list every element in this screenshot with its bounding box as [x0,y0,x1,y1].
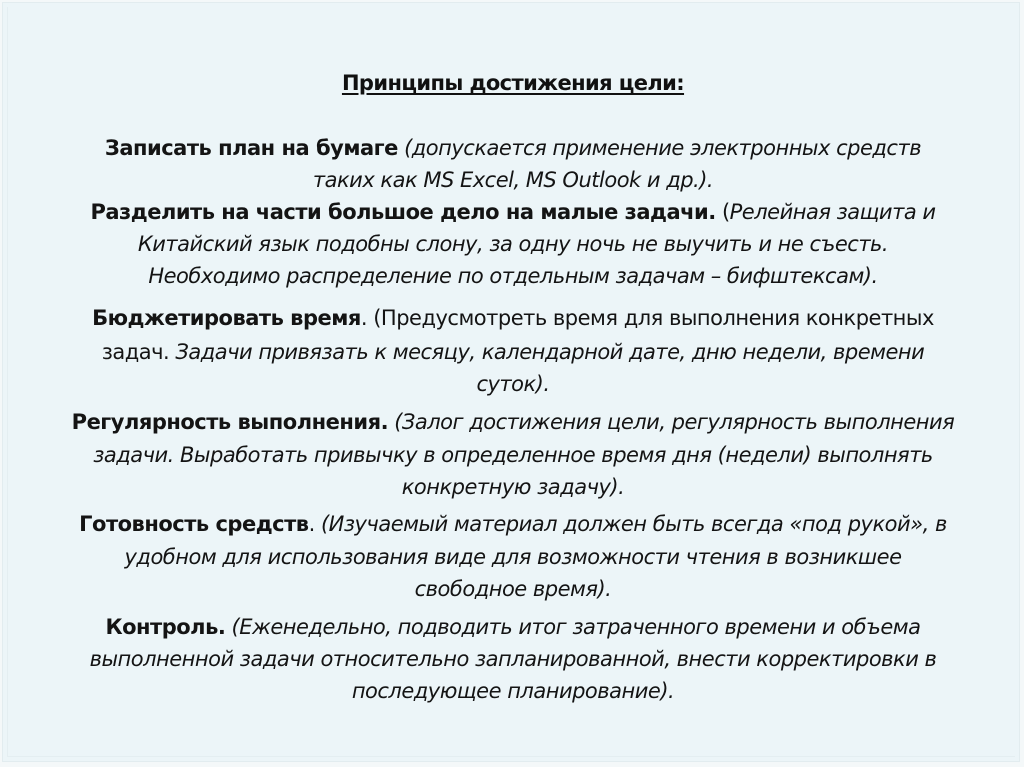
principle-6-text: выполненной задачи относительно запланированной, внести корректировки в [89,647,937,671]
principle-2-line-1 [3,197,1023,227]
principle-4-line-3 [3,472,1023,502]
principle-3-heading: Бюджетировать время [92,306,361,330]
principle-2-heading: Разделить на части большое дело на малые задачи. [90,200,716,224]
principle-6-text: (Еженедельно, подводить итог затраченного времени и объема [225,615,921,639]
principle-3-line-3 [3,369,1023,399]
slide-title: Принципы достижения цели: [341,71,685,95]
principle-4-heading: Регулярность выполнения. [71,410,389,434]
principle-2-text: Китайский язык подобны слону, за одну ночь не выучить и не съесть. [137,232,889,256]
principle-3-line-2 [3,337,1023,367]
principle-4-line-2 [3,440,1023,470]
principle-6-line-1 [3,612,1023,642]
principle-5-line-1 [3,509,1023,539]
principle-2-paren: ( [715,200,730,224]
principle-4-text: задачи. Выработать привычку в определенное время дня (недели) выполнять [93,443,933,467]
principle-5-text: (Изучаемый материал должен быть всегда «под рукой», в [320,512,947,536]
principle-6-text: последующее планирование). [351,679,675,703]
slide [2,2,1020,762]
principle-6-line-2 [3,644,1023,674]
principle-1-line-2 [3,165,1023,195]
principle-3-text-italic: суток). [476,372,550,396]
principle-5-heading: Готовность средств [79,512,309,536]
principle-2-line-2 [3,229,1023,259]
principle-3-text: задач. [101,340,176,364]
principle-4-text: конкретную задачу). [401,475,625,499]
principle-1-heading: Записать план на бумаге [104,136,398,160]
principle-1-line-1 [3,133,1023,163]
principle-3-text: . (Предусмотреть время для выполнения конкретных [360,306,934,330]
principle-3-line-1 [3,303,1023,333]
principle-6-heading: Контроль. [105,615,226,639]
principle-1-text: (допускается применение электронных средств [397,136,922,160]
principle-2-text: Необходимо распределение по отдельным задачам – бифштексам). [148,264,878,288]
principle-6-line-3 [3,676,1023,706]
principle-4-line-1 [3,407,1023,437]
principle-5-line-3 [3,574,1023,604]
principle-5-dot: . [308,512,321,536]
principle-1-text: таких как MS Excel, MS Outlook и др.). [312,168,714,192]
principle-2-text: Релейная защита и [729,200,936,224]
principle-5-text: свободное время). [414,577,612,601]
principle-5-line-2 [3,542,1023,572]
principle-4-text: (Залог достижения цели, регулярность выполнения [388,410,955,434]
principle-5-text: удобном для использования виде для возможности чтения в возникшее [124,545,902,569]
principle-2-line-3 [3,261,1023,291]
principle-3-text-italic: Задачи привязать к месяцу, календарной дате, дню недели, времени [175,340,925,364]
